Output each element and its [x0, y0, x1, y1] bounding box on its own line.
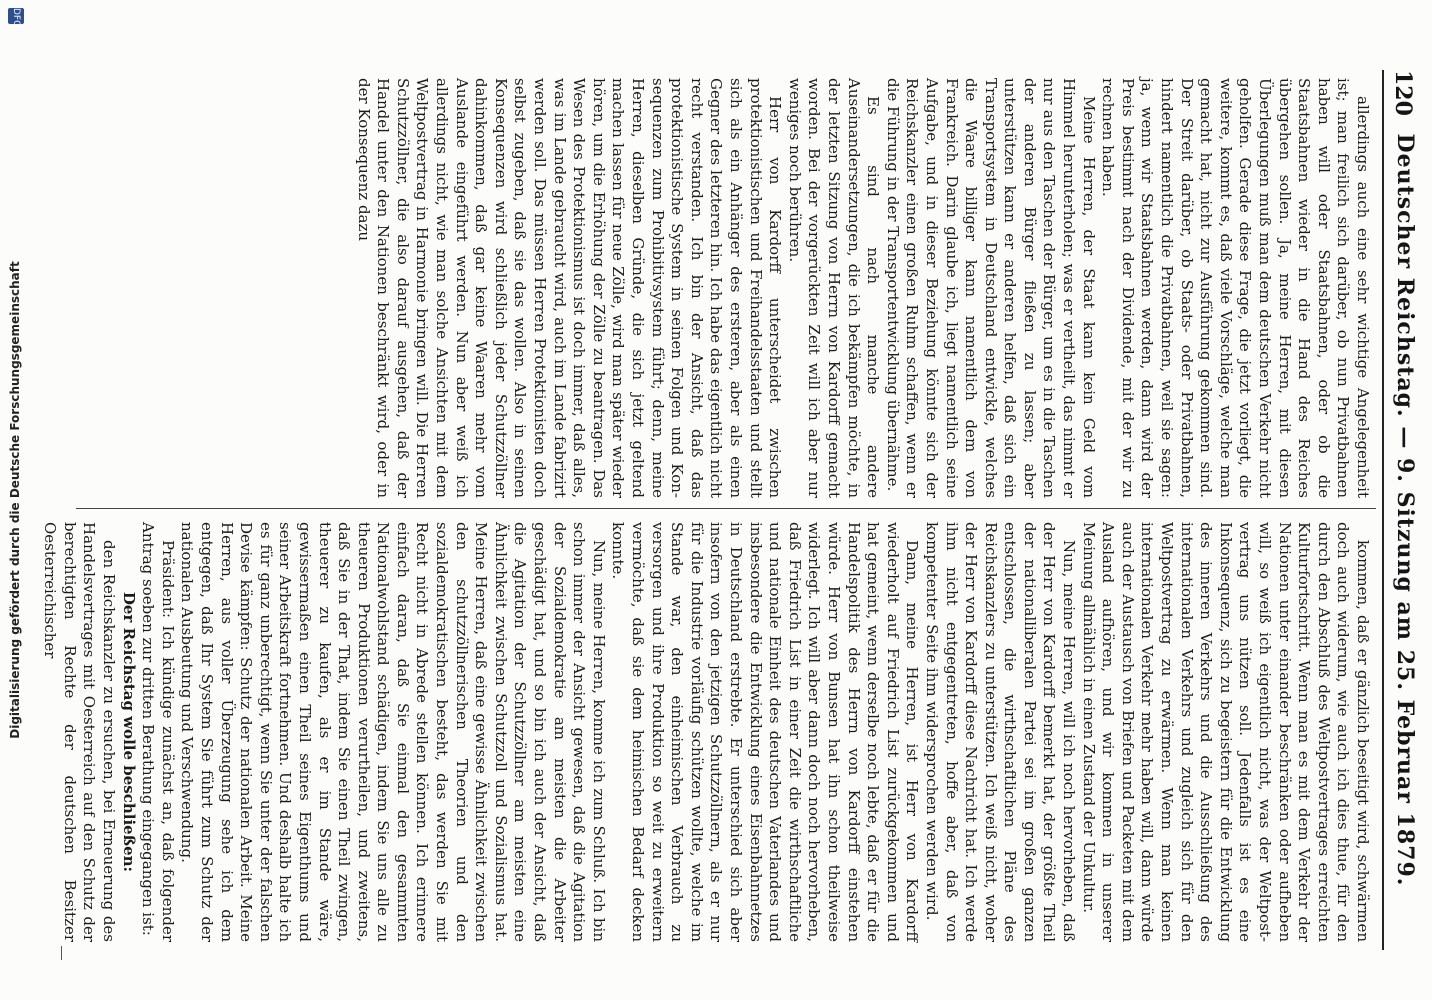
paragraph: kommen, daß er gänzlich beseitigt wird, schwärmen doch auch widerum, wie auch ich dies thue, für den durch den Abschluß des Weltpostvertrages erreichten Kulturfortschritt. Wenn man es mit dem Verkehr der Nationen unter einander beschränken oder aufheben will, so weiß ich eigentlich nicht, was der Weltpostvertrag uns nützen soll. Jedenfalls ist es eine Inkonsequenz, sich zu begeistern für die Entwicklung des inneren Verkehrs und die Ausschließung des internationalen Verkehrs und zugleich sich für den Weltpostvertrag zu erwärmen. Wenn man keinen internationalen Verkehr mehr haben will, dann würde auch der Austausch von Briefen und Packeten mit dem Ausland aufhören, und wir kommen in unserer Meinung allmählich in einen Zustand der Unkultur.	[1079, 522, 1372, 942]
paragraph: Es sind nach manche andere Auseinandersetzungen, die ich bekämpfen möchte, in der letzten Sitzung von Herrn von Kardorff gemacht worden. Bei der vorgerückten Zeit will ich aber nur weniges noch berühren.	[785, 78, 883, 498]
text-column-left	[72, 78, 1372, 498]
text-column-right	[41, 522, 1372, 942]
page-number: 120	[1390, 70, 1416, 116]
motion-heading: Der Reichstag wolle beschließen:	[119, 591, 138, 873]
paragraph: allerdings auch eine sehr wichtige Angelegenheit ist; man freilich sich darüber, ob nun Privatbahnen haben will oder Staatsbahnen, oder ob die Staatsbahnen wieder in die Hand des Reiches übergehen sollen. Ja, meine Herren, mit diesen Überlegungen muß man dem deutschen Verkehr nicht geholfen. Gerade diese Frage, die jetzt vorliegt, die weitere, kommt es, daß viele Vorschläge, welche man gemacht hat, nicht zur Ausführung gekommen sind. Der Streit darüber, ob Staats- oder Privatbahnen, hindert namentlich die Privatbahnen, weil sie sagen: ja, wenn wir Staatsbahnen werden, dann wird der Preis bestimmt nach der Dividende, mit der wir zu rechnen haben.	[1099, 78, 1372, 498]
dfg-logo-icon: DFG	[8, 8, 24, 24]
paragraph: Dann, meine Herren, ist Herr von Kardorff wiederholt auf Friedrich List zurückgekommen und hat gemeint, wenn derselbe noch lebte, daß er für die Handelspolitik des Herrn von Kardorff einstehen würde. Herr von Bunsen hat ihn schon theilweise widerlegt. Ich will aber dann doch noch hervorheben, daß Friedrich List in einer Zeit die wirthschaftliche und nationale Einheit des deutschen Vaterlandes und insbesondere die Entwicklung eines Eisenbahnnetzes in Deutschland erstrebte. Er unterschied sich aber insofern von den jetzigen Schutzzöllnern, als er nur für die Industrie vorläufig schützen wollte, welche im Stande war, den einheimischen Verbrauch zu versorgen und ihre Produktion so weit zu erweitern vermöchte, daß sie dem heimischen Bedarf decken konnte.	[609, 522, 922, 942]
header-rule	[1382, 70, 1384, 950]
motion-text: den Reichskanzler zu ersuchen, bei Erneuerung des Handelsvertrages mit Oesterreich auf den Schutz der berechtigten Rechte der deutschen Besitzer Oesterreichischer	[41, 522, 118, 942]
paragraph: Nun, meine Herren, komme ich zum Schluß. Ich bin schon immer der Ansicht gewesen, daß die Agitation der Sozialdemokratie am meisten die Arbeiter geschädigt hat, und so bin ich auch der Ansicht, daß die Agitation der Schutzzöllner am meisten eine Ähnlichkeit zwischen Schutzzoll und Sozialismus hat. Meine Herren, daß eine gewisse Ähnlichkeit zwischen den schutzzöllnerischen Theorien und den sozialdemokratischen besteht, das werden Sie mit Recht nicht in Abrede stellen können. Ich erinnere einfach daran, daß Sie einmal den gesammten Nationalwohlstand schädigen, indem Sie uns alle zu theueren Produktionen verurtheilen, und zweitens, daß Sie in der That, indem Sie einen Theil zwingen, theuerer zu kaufen, als er im Stande wäre, gewissermaßen einen Theil seines Eigenthums und seiner Arbeitskraft fortnehmen. Und deshalb halte ich es für ganz unberechtigt, wenn Sie unter der falschen Devise kämpfen: Schutz der nationalen Arbeit. Meine Herren, aus voller Überzeugung sehe ich dem entgegen, daß Ihr System Sie führt zum Schutz der nationalen Ausbeutung und Verschwendung.	[178, 522, 608, 942]
margin-mark	[61, 946, 62, 960]
paragraph: Nun, meine Herren, will ich noch hervorheben, daß der Herr von Kardorff bemerkt hat, der größte Theil der nationalliberalen Partei sei im großen ganzen entschlossen, die wirthschaftlichen Pläne des Reichskanzlers zu unterstützen. Ich weiß nicht, woher der Herr von Kardorff diese Nachricht hat. Ich werde ihm nicht entgegentreten, hoffe aber, daß von kompetenter Seite ihm widersprochen werden wird.	[922, 522, 1079, 942]
page-title: Deutscher Reichstag. — 9. Sitzung am 25. Februar 1879.	[1392, 133, 1418, 887]
page-header	[1382, 70, 1422, 950]
paragraph-president: Präsident: Ich kündige zunächst an, daß folgender Antrag soeben zur dritten Berathung eingegangen ist:	[139, 522, 177, 942]
digitization-credit: Digitalisierung gefördert durch die Deutsche Forschungsgemeinschaft	[8, 261, 22, 739]
column-divider	[76, 508, 1376, 509]
paragraph: Meine Herren, der Staat kann kein Geld vom Himmel herunterholen; was er vertheilt, das nimmt er nur aus den Taschen der Bürger, um es in die Taschen der anderen Bürger fließen zu lassen; aber unterstützen kann er anderen helfen, daß sich ein Transportsystem in Deutschland entwickle, welches die Waare billiger kann namentlich dem von Frankreich. Darin glaube ich, liegt namentlich seine Aufgabe, und in dieser Beziehung könnte sich der Reichskanzler einen großen Ruhm schaffen, wenn er die Führung in der Transportentwicklung übernähme.	[883, 78, 1098, 498]
paragraph: Herr von Kardorff unterscheidet zwischen protektionistischen und Freihandelsstaaten und stellt sich als ein Anhänger des ersteren, aber als einen Gegner des letzteren hin. Ich habe das eigentlich nicht recht verstanden. Ich bin der Ansicht, daß das protektionistische System in seinen Folgen und Konsequenzen zum Prohibitivsystem führt; denn, meine Herren, dieselben Gründe, die sich jetzt geltend machen lassen für neue Zölle, wird man später wieder hören, um die Erhöhung der Zölle zu beantragen. Das Wesen des Protektionismus ist doch immer, daß alles, was im Lande gebraucht wird, auch im Lande fabrizirt werden soll. Das müssen Herren Protektionisten doch selbst zugeben, daß sie das wollen. Also in seinen Konsequenzen wird schließlich jeder Schutzzöllner dahinkommen, daß gar keine Waaren mehr vom Auslande eingeführt werden. Nun aber weiß ich allerdings nicht, wie man solche Ansichten mit dem Weltpostvertrag in Harmonie bringen will. Die Herren Schutzzöllner, die also darauf ausgehen, daß der Handel unter den Nationen beschränkt wird, oder in der Konsequenz dazu	[354, 78, 785, 498]
